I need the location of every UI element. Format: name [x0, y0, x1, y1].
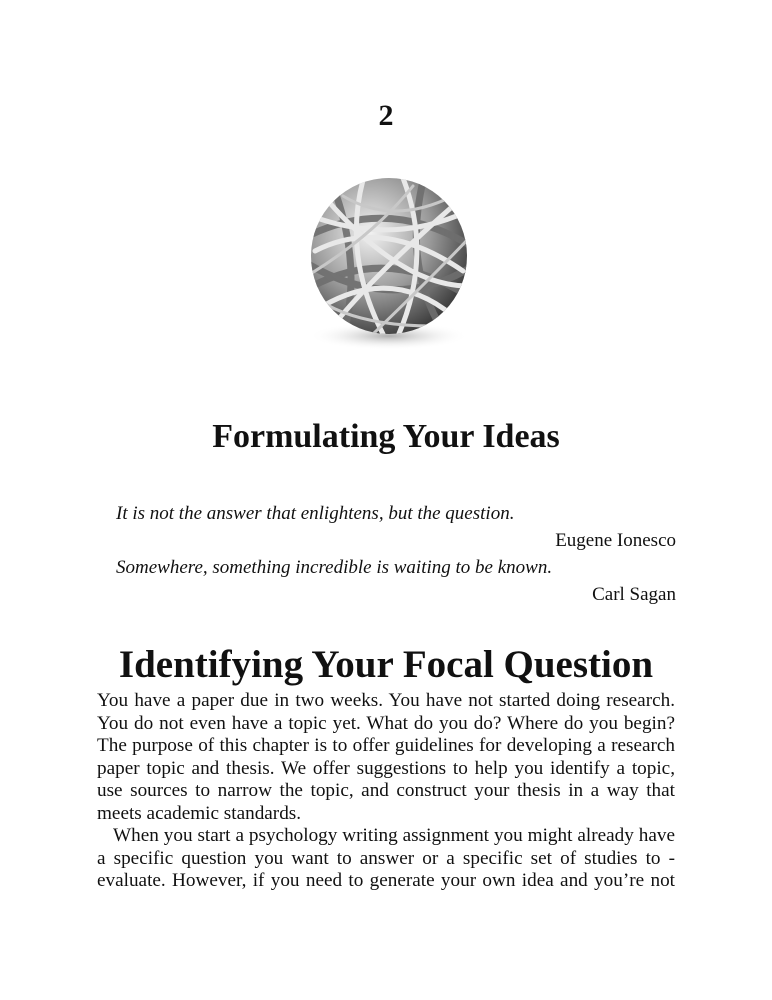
epigraphs [116, 500, 676, 608]
epigraph-quote: It is not the answer that enlightens, but the question. [116, 503, 515, 524]
rubber-band-ball-image [303, 176, 475, 352]
paragraph: When you start a psychology writing assignment you might already have a specific question you want to answer or a specific set of studies to - evaluate. However, if you need to generate your own idea and you’re not [97, 825, 675, 891]
epigraph-author: Eugene Ionesco [555, 530, 676, 551]
chapter-number: 2 [378, 99, 394, 132]
chapter-title: Formulating Your Ideas [212, 418, 560, 455]
epigraph-author: Carl Sagan [592, 584, 676, 605]
body-text [97, 690, 675, 893]
epigraph-quote: Somewhere, something incredible is waiting to be known. [116, 557, 553, 578]
paragraph: You have a paper due in two weeks. You have not started doing research. You do not even have a topic yet. What do you do? Where do you begin? The purpose of this chapter is to offer guidelines for developing a research paper topic and thesis. We offer suggestions to help you identify a topic, use sources to narrow the topic, and construct your thesis in a way that meets academic standards. [97, 690, 675, 824]
section-heading: Identifying Your Focal Question [118, 643, 654, 686]
